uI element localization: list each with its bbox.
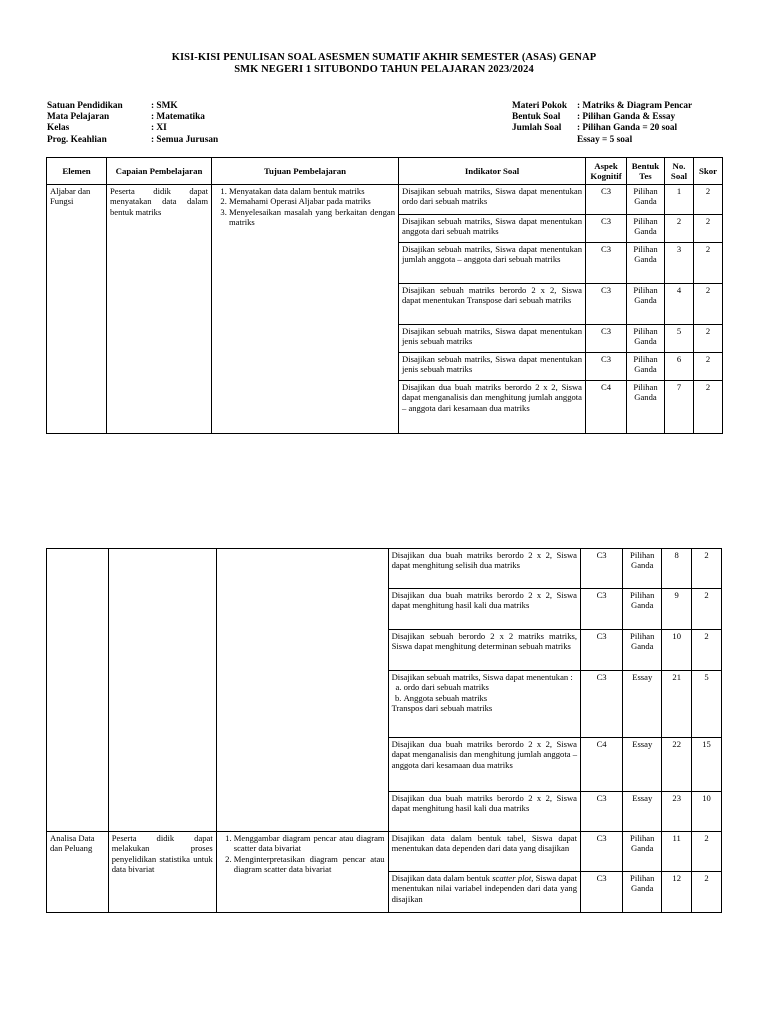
no-cell: 5 [665, 325, 694, 353]
identity-left [47, 101, 218, 146]
indikator-cell: Disajikan sebuah matriks berordo 2 x 2, Siswa dapat menentukan Transpose dari sebuah matriks [399, 284, 586, 325]
indikator-tail: Transpos dari sebuah matriks [391, 703, 493, 714]
tujuan-item: 1. Menggambar diagram pencar atau diagram scatter data bivariat [234, 833, 385, 854]
aspek-cell: C4 [586, 381, 627, 434]
elemen-cell [47, 549, 109, 832]
bentuk-cell: Pilihan Ganda [627, 353, 665, 381]
tujuan-item: 2. Memahami Operasi Aljabar pada matriks [229, 196, 395, 206]
capaian-cell [108, 549, 216, 832]
indikator-cell: Disajikan dua buah matriks berordo 2 x 2, Siswa dapat menganalisis dan menghitung jumlah anggota – anggota dari kesamaan dua matriks [399, 381, 586, 434]
table-row [47, 832, 722, 872]
aspek-cell: C3 [586, 325, 627, 353]
document-subtitle: SMK NEGERI 1 SITUBONDO TAHUN PELAJARAN 2023/2024 [234, 64, 534, 75]
skor-cell: 15 [692, 738, 722, 792]
no-cell: 4 [665, 284, 694, 325]
header-aspek: Aspek Kognitif [586, 158, 627, 185]
info-label [512, 135, 577, 146]
skor-cell: 2 [692, 832, 722, 872]
indikator-cell: Disajikan dua buah matriks berordo 2 x 2, Siswa dapat menghitung selisih dua matriks [388, 549, 580, 589]
info-value: : Semua Jurusan [151, 134, 219, 145]
header-tujuan: Tujuan Pembelajaran [212, 158, 399, 185]
aspek-cell: C3 [586, 353, 627, 381]
no-cell: 8 [662, 549, 692, 589]
capaian-cell: Peserta didik dapat menyatakan data dalam bentuk matriks [107, 185, 212, 434]
bentuk-cell: Pilihan Ganda [623, 832, 662, 872]
identity-right [512, 101, 692, 146]
table-header-row [47, 158, 723, 185]
table-row [47, 549, 722, 589]
bentuk-cell: Pilihan Ganda [623, 630, 662, 671]
bentuk-cell: Pilihan Ganda [623, 872, 662, 913]
info-label: Bentuk Soal [512, 112, 561, 123]
skor-cell: 2 [694, 284, 723, 325]
tujuan-item: 2. Menginterpretasikan diagram pencar atau diagram scatter data bivariat [234, 854, 385, 875]
indikator-cell: Disajikan dua buah matriks berordo 2 x 2, Siswa dapat menganalisis dan menghitung jumlah anggota – anggota dari kesamaan dua matriks [388, 738, 580, 792]
elemen-cell: Analisa Data dan Peluang [47, 832, 109, 913]
no-cell: 10 [662, 630, 692, 671]
bentuk-cell: Pilihan Ganda [627, 215, 665, 243]
skor-cell: 2 [694, 325, 723, 353]
skor-cell: 5 [692, 671, 722, 738]
blueprint-table-page1 [46, 157, 723, 434]
indikator-text: , Siswa dapat menentukan nilai variabel independen dari data yang disajikan [391, 873, 577, 904]
aspek-cell: C3 [586, 243, 627, 284]
bentuk-cell: Pilihan Ganda [627, 325, 665, 353]
indikator-cell: Disajikan sebuah berordo 2 x 2 matriks matriks, Siswa dapat menghitung determinan sebuah matriks [388, 630, 580, 671]
bentuk-cell: Pilihan Ganda [627, 243, 665, 284]
no-cell: 11 [662, 832, 692, 872]
document-title: KISI-KISI PENULISAN SOAL ASESMEN SUMATIF AKHIR SEMESTER (ASAS) GENAP [171, 52, 597, 63]
tujuan-item: 1. Menyatakan data dalam bentuk matriks [229, 186, 395, 196]
no-cell: 7 [665, 381, 694, 434]
aspek-cell: C3 [586, 284, 627, 325]
indikator-cell: Disajikan sebuah matriks, Siswa dapat menentukan jenis sebuah matriks [399, 325, 586, 353]
no-cell: 1 [665, 185, 694, 215]
bentuk-cell: Essay [623, 738, 662, 792]
aspek-cell: C3 [586, 215, 627, 243]
indikator-cell: Disajikan dua buah matriks berordo 2 x 2, Siswa dapat menghitung hasil kali dua matriks [388, 792, 580, 832]
info-value: : Matriks & Diagram Pencar [577, 101, 693, 111]
tujuan-cell [216, 549, 388, 832]
bentuk-cell: Pilihan Ganda [627, 381, 665, 434]
skor-cell: 2 [692, 549, 722, 589]
header-indikator: Indikator Soal [399, 158, 586, 185]
aspek-cell: C3 [581, 549, 623, 589]
skor-cell: 2 [694, 185, 723, 215]
no-cell: 22 [662, 738, 692, 792]
info-label: Kelas [47, 123, 70, 134]
indikator-cell: Disajikan sebuah matriks, Siswa dapat menentukan anggota dari sebuah matriks [399, 215, 586, 243]
skor-cell: 2 [692, 630, 722, 671]
bentuk-cell: Essay [623, 792, 662, 832]
bentuk-cell: Pilihan Ganda [623, 589, 662, 630]
no-cell: 2 [665, 215, 694, 243]
info-label: Satuan Pendidikan [47, 101, 123, 111]
indikator-emphasis: scatter plot [492, 873, 532, 883]
header-elemen: Elemen [47, 158, 107, 185]
info-label: Mata Pelajaran [47, 112, 110, 123]
no-cell: 21 [662, 671, 692, 738]
no-cell: 3 [665, 243, 694, 284]
aspek-cell: C3 [581, 589, 623, 630]
indikator-cell: Disajikan sebuah matriks, Siswa dapat menentukan jenis sebuah matriks [399, 353, 586, 381]
info-label: Jumlah Soal [512, 123, 562, 134]
info-value: : Matematika [151, 112, 205, 123]
no-cell: 9 [662, 589, 692, 630]
no-cell: 23 [662, 792, 692, 832]
aspek-cell: C3 [581, 671, 623, 738]
info-value: : Pilihan Ganda & Essay [577, 112, 676, 123]
indikator-cell: Disajikan dua buah matriks berordo 2 x 2, Siswa dapat menghitung hasil kali dua matriks [388, 589, 580, 630]
skor-cell: 2 [694, 215, 723, 243]
indikator-subitem: b. Anggota sebuah matriks [404, 693, 577, 703]
header-no: No. Soal [665, 158, 694, 185]
skor-cell: 2 [692, 872, 722, 913]
tujuan-cell [212, 185, 399, 434]
skor-cell: 2 [694, 243, 723, 284]
aspek-cell: C3 [586, 185, 627, 215]
no-cell: 12 [662, 872, 692, 913]
aspek-cell: C3 [581, 872, 623, 913]
bentuk-cell: Pilihan Ganda [627, 284, 665, 325]
indikator-cell [388, 671, 580, 738]
elemen-cell: Aljabar dan Fungsi [47, 185, 107, 434]
skor-cell: 2 [694, 353, 723, 381]
indikator-cell: Disajikan sebuah matriks, Siswa dapat menentukan jumlah anggota – anggota dari sebuah matriks [399, 243, 586, 284]
info-value: : Pilihan Ganda = 20 soal [577, 123, 678, 134]
skor-cell: 2 [694, 381, 723, 434]
indikator-subitem: a. ordo dari sebuah matriks [404, 682, 577, 692]
skor-cell: 10 [692, 792, 722, 832]
indikator-text: Disajikan data dalam bentuk [391, 873, 493, 883]
info-label: Materi Pokok [512, 101, 567, 111]
info-value: : SMK [151, 101, 178, 111]
indikator-cell: Disajikan sebuah matriks, Siswa dapat menentukan ordo dari sebuah matriks [399, 185, 586, 215]
bentuk-cell: Pilihan Ganda [623, 549, 662, 589]
capaian-cell: Peserta didik dapat melakukan proses penyelidikan statistika untuk data bivariat [108, 832, 216, 913]
table-row [47, 185, 723, 215]
aspek-cell: C3 [581, 832, 623, 872]
info-label: Prog. Keahlian [47, 134, 107, 145]
bentuk-cell: Essay [623, 671, 662, 738]
tujuan-cell [216, 832, 388, 913]
skor-cell: 2 [692, 589, 722, 630]
aspek-cell: C4 [581, 738, 623, 792]
header-bentuk: Bentuk Tes [627, 158, 665, 185]
info-value: Essay = 5 soal [577, 134, 633, 145]
no-cell: 6 [665, 353, 694, 381]
indikator-intro: Disajikan sebuah matriks, Siswa dapat menentukan : [391, 672, 573, 682]
indikator-cell: Disajikan data dalam bentuk tabel, Siswa dapat menentukan data dependen dari data yang disajikan [388, 832, 580, 872]
blueprint-table-page2 [46, 548, 722, 913]
aspek-cell: C3 [581, 630, 623, 671]
info-value: : XI [151, 123, 167, 134]
header-skor: Skor [694, 158, 723, 185]
tujuan-item: 3. Menyelesaikan masalah yang berkaitan dengan matriks [229, 207, 395, 228]
bentuk-cell: Pilihan Ganda [627, 185, 665, 215]
indikator-cell [388, 872, 580, 913]
aspek-cell: C3 [581, 792, 623, 832]
header-capaian: Capaian Pembelajaran [107, 158, 212, 185]
